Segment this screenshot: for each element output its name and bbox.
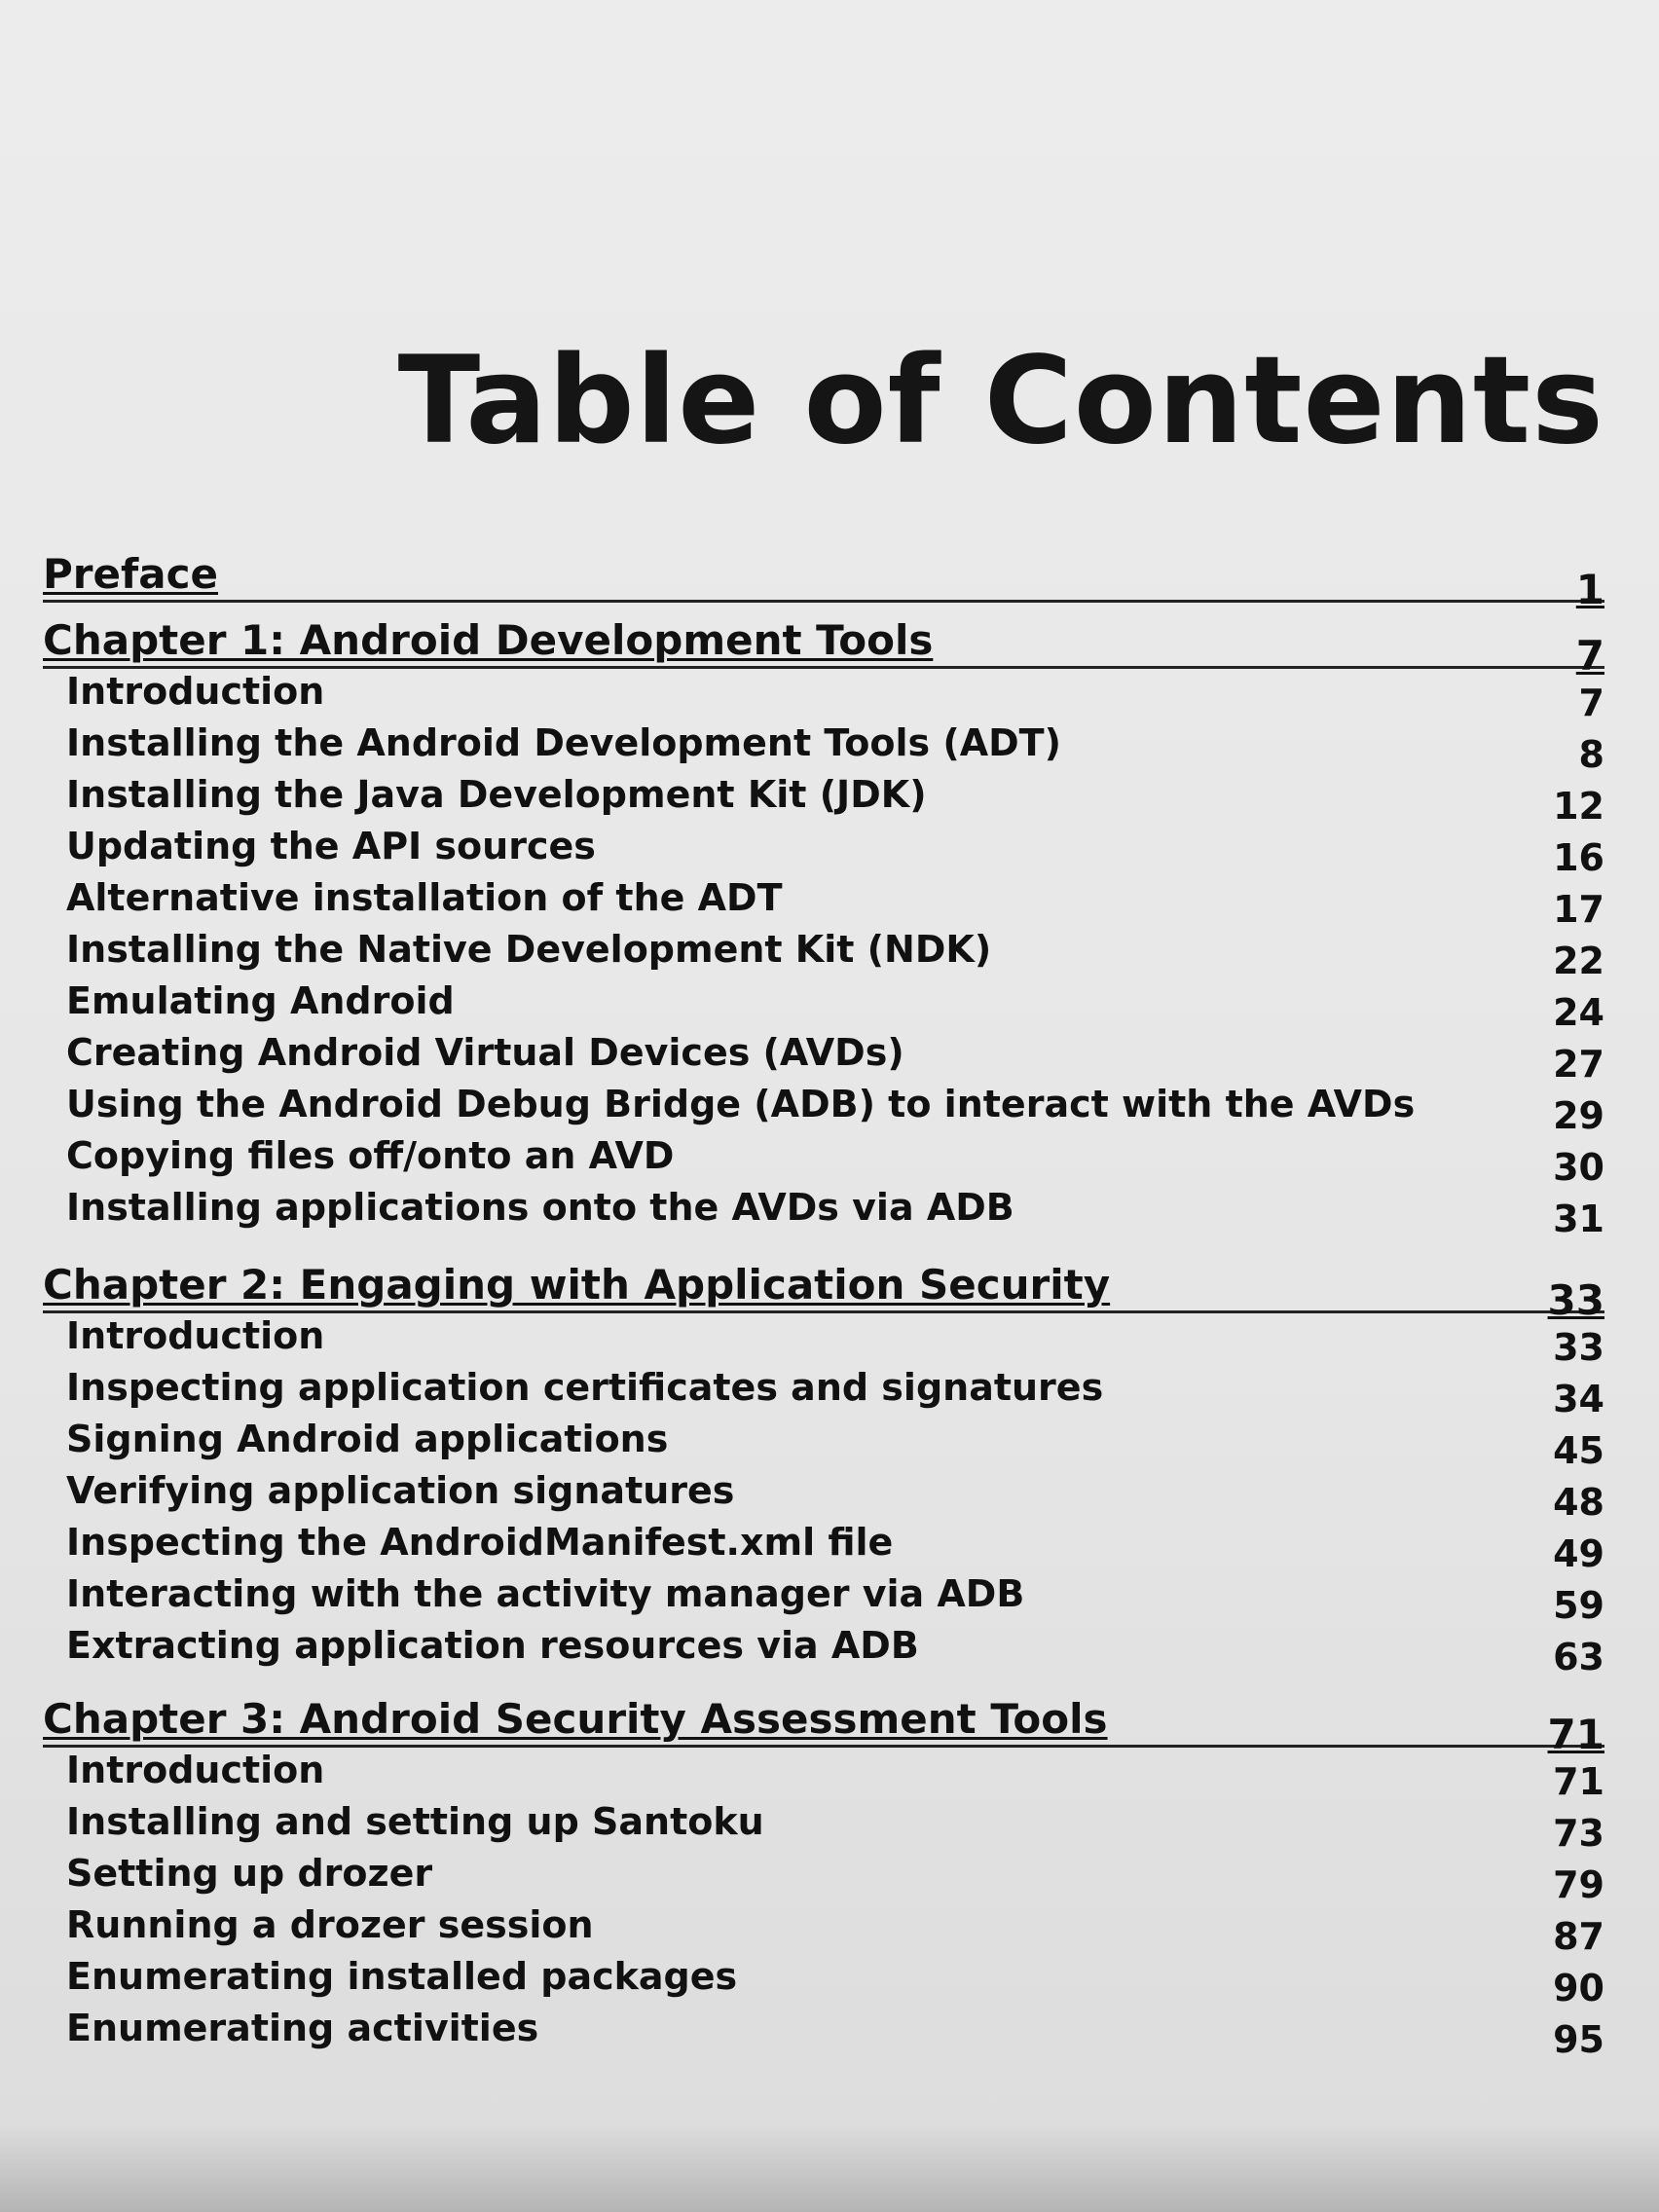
toc-item-label: Using the Android Debug Bridge (ADB) to interact with the AVDs xyxy=(66,1083,1416,1125)
page-title: Table of Contents xyxy=(397,331,1604,471)
toc-item-page: 87 xyxy=(1553,1915,1604,1958)
toc-item-label: Inspecting the AndroidManifest.xml file xyxy=(66,1521,894,1564)
toc-chapter-label: Chapter 1: Android Development Tools xyxy=(43,616,934,664)
toc-item-label: Introduction xyxy=(66,1314,325,1357)
toc-item[interactable] xyxy=(66,1314,1604,1369)
toc-item-page: 17 xyxy=(1553,888,1604,931)
toc-item-label: Enumerating activities xyxy=(66,2007,539,2049)
toc-item[interactable] xyxy=(66,1134,1604,1189)
toc-item-label: Inspecting application certificates and signatures xyxy=(66,1366,1104,1409)
toc-item[interactable] xyxy=(66,1749,1604,1803)
toc-item-label: Installing the Android Development Tools (ADT) xyxy=(66,721,1061,764)
toc-item[interactable] xyxy=(66,1903,1604,1958)
toc-item-label: Verifying application signatures xyxy=(66,1469,735,1512)
toc-chapter-label: Chapter 3: Android Security Assessment Tools xyxy=(43,1695,1108,1743)
toc-item-page: 34 xyxy=(1553,1378,1604,1420)
toc-item[interactable] xyxy=(66,876,1604,931)
toc-item-label: Enumerating installed packages xyxy=(66,1955,738,1998)
toc-item-label: Alternative installation of the ADT xyxy=(66,876,783,919)
toc-item-page: 73 xyxy=(1553,1812,1604,1855)
toc-item[interactable] xyxy=(66,1852,1604,1906)
toc-item-label: Copying files off/onto an AVD xyxy=(66,1134,675,1177)
toc-item-label: Installing the Java Development Kit (JDK) xyxy=(66,773,927,816)
toc-item[interactable] xyxy=(66,1083,1604,1137)
toc-entry-preface[interactable] xyxy=(43,545,1604,613)
toc-chapter-page: 7 xyxy=(1575,632,1604,680)
toc-item[interactable] xyxy=(66,1521,1604,1575)
toc-item-page: 8 xyxy=(1578,733,1604,776)
toc-item-page: 24 xyxy=(1553,991,1604,1034)
toc-item-page: 16 xyxy=(1553,836,1604,879)
toc-item-label: Introduction xyxy=(66,670,325,713)
toc-item-label: Installing the Native Development Kit (NDK) xyxy=(66,928,992,971)
toc-item[interactable] xyxy=(66,1366,1604,1420)
toc-item[interactable] xyxy=(66,670,1604,724)
toc-item[interactable] xyxy=(66,928,1604,982)
toc-item-page: 31 xyxy=(1553,1198,1604,1240)
toc-entry-page: 1 xyxy=(1575,566,1604,613)
toc-item-page: 63 xyxy=(1553,1636,1604,1678)
toc-item-label: Signing Android applications xyxy=(66,1418,669,1460)
toc-item[interactable] xyxy=(66,1469,1604,1524)
toc-item-label: Installing applications onto the AVDs via ADB xyxy=(66,1186,1014,1229)
toc-item-page: 49 xyxy=(1553,1532,1604,1575)
toc-item[interactable] xyxy=(66,1624,1604,1678)
toc-chapter-page: 33 xyxy=(1547,1276,1604,1324)
toc-item-label: Emulating Android xyxy=(66,979,455,1022)
toc-item[interactable] xyxy=(66,979,1604,1034)
toc-item-label: Setting up drozer xyxy=(66,1852,433,1895)
toc-item-page: 27 xyxy=(1553,1043,1604,1086)
toc-item-page: 71 xyxy=(1553,1760,1604,1803)
toc-item-page: 59 xyxy=(1553,1584,1604,1627)
toc-item-page: 90 xyxy=(1553,1967,1604,2009)
toc-item-page: 30 xyxy=(1553,1146,1604,1189)
toc-item-label: Extracting application resources via ADB xyxy=(66,1624,919,1667)
toc-item[interactable] xyxy=(66,825,1604,879)
toc-item-label: Interacting with the activity manager via ADB xyxy=(66,1572,1025,1615)
toc-item-label: Introduction xyxy=(66,1749,325,1791)
toc-item-page: 12 xyxy=(1553,785,1604,828)
toc-item-page: 79 xyxy=(1553,1863,1604,1906)
toc-chapter-3[interactable] xyxy=(43,1690,1604,1758)
toc-item-page: 95 xyxy=(1553,2018,1604,2061)
toc-item-page: 7 xyxy=(1578,682,1604,724)
toc-item-label: Creating Android Virtual Devices (AVDs) xyxy=(66,1031,904,1074)
toc-item-page: 48 xyxy=(1553,1481,1604,1524)
toc-item-page: 29 xyxy=(1553,1094,1604,1137)
toc-item[interactable] xyxy=(66,721,1604,776)
toc-item[interactable] xyxy=(66,1031,1604,1086)
toc-chapter-label: Chapter 2: Engaging with Application Security xyxy=(43,1261,1111,1309)
toc-item-label: Updating the API sources xyxy=(66,825,596,867)
toc-chapter-2[interactable] xyxy=(43,1256,1604,1324)
toc-item-label: Running a drozer session xyxy=(66,1903,594,1946)
toc-item[interactable] xyxy=(66,1572,1604,1627)
toc-entry-label: Preface xyxy=(43,550,218,598)
toc-item[interactable] xyxy=(66,1418,1604,1472)
toc-item[interactable] xyxy=(66,1186,1604,1240)
toc-item-label: Installing and setting up Santoku xyxy=(66,1800,764,1843)
toc-item[interactable] xyxy=(66,1800,1604,1855)
toc-item[interactable] xyxy=(66,1955,1604,2009)
toc-item-page: 22 xyxy=(1553,940,1604,982)
toc-chapter-1[interactable] xyxy=(43,611,1604,680)
toc-item-page: 33 xyxy=(1553,1326,1604,1369)
toc-item[interactable] xyxy=(66,2007,1604,2061)
toc-chapter-page: 71 xyxy=(1547,1711,1604,1758)
toc-item-page: 45 xyxy=(1553,1429,1604,1472)
toc-item[interactable] xyxy=(66,773,1604,828)
